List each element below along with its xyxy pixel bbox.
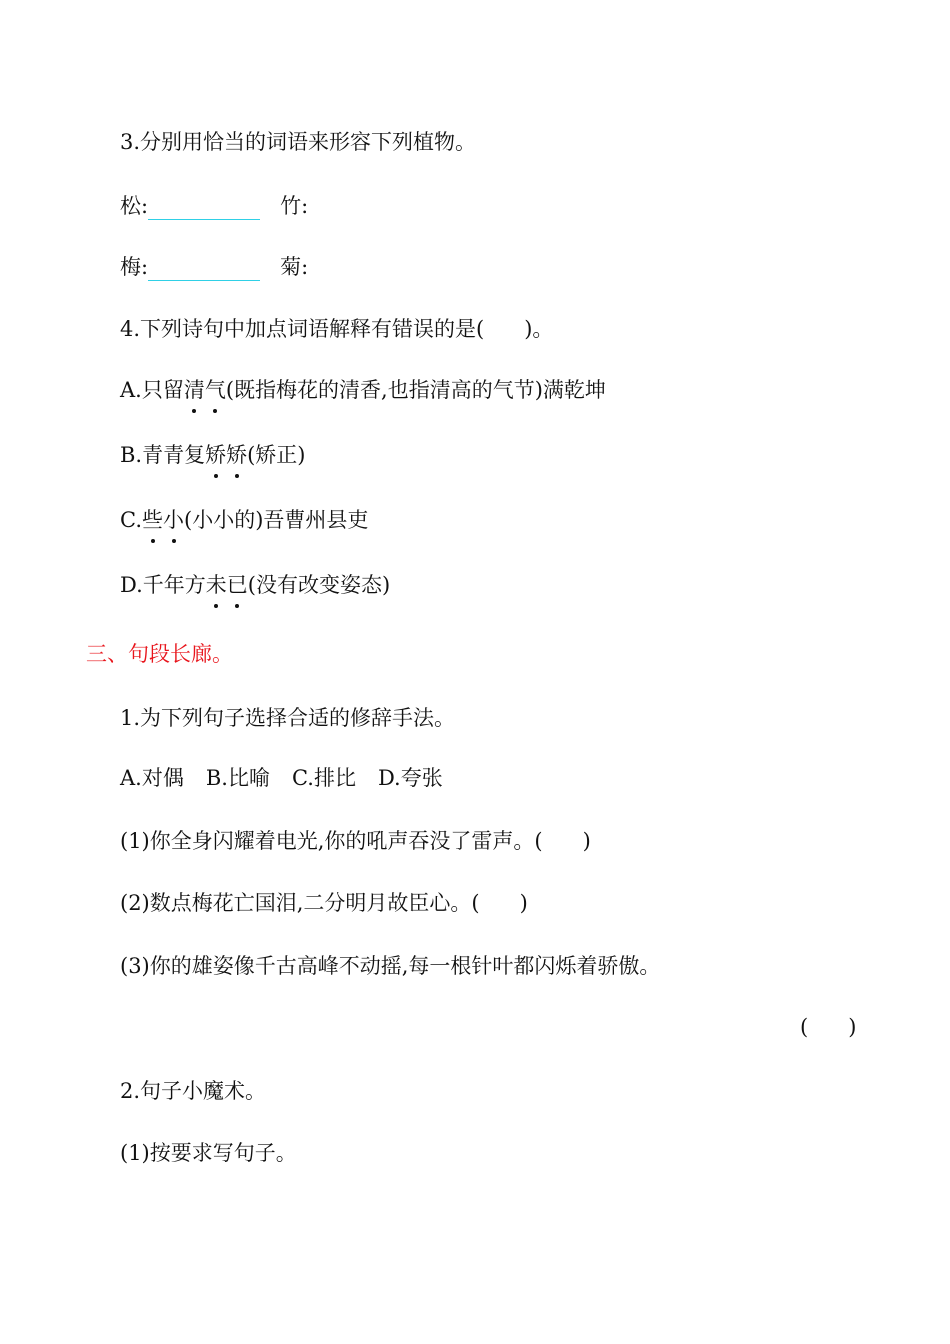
item-1-text: (1)你全身闪耀着电光,你的吼声吞没了雷声。( [120,829,543,853]
dotted-char: 矫 [226,443,248,467]
option-c-suffix: (小小的)吾曹州县吏 [184,508,369,532]
q3-title: 3.分别用恰当的词语来形容下列植物。 [120,130,477,154]
s3q1-title: 1.为下列句子选择合适的修辞手法。 [120,706,456,730]
dotted-char: 已 [226,573,248,597]
choice-c: C.排比 [291,766,356,790]
option-d-suffix: (没有改变姿态) [247,573,391,597]
plum-answer-blank[interactable] [148,258,260,281]
q3-row-2 [120,253,308,281]
q4-title [120,315,553,343]
item-3-open: ( [800,1015,809,1039]
s3q1-item-2 [120,889,528,917]
q4-option-c [120,506,368,534]
option-a-prefix: A.只留 [120,378,184,402]
rhetoric-choices [120,764,465,792]
item-3-close: ) [848,1015,857,1039]
choice-b: B.比喻 [205,766,270,790]
chrysanthemum-label: 菊: [280,255,309,279]
item-2-text: (2)数点梅花亡国泪,二分明月故臣心。( [120,891,480,915]
dotted-char: 清 [183,378,205,402]
option-a-suffix: (既指梅花的清香,也指清高的气节)满乾坤 [225,378,606,402]
pine-answer-blank[interactable] [148,197,260,220]
q4-title-prefix: 4.下列诗句中加点词语解释有错误的是( [120,317,485,341]
q4-option-a [120,376,606,404]
dotted-char: 矫 [205,443,227,467]
option-c-prefix: C. [120,508,142,532]
item-2-close: ) [519,891,528,915]
option-b-suffix: (矫正) [247,443,306,467]
section-3-heading: 三、句段长廊。 [86,642,233,666]
choice-a: A.对偶 [120,766,184,790]
s3q2-sub: (1)按要求写句子。 [120,1141,297,1165]
dotted-char: 气 [204,378,226,402]
s3q1-item-1 [120,827,591,855]
s3q1-item-3: (3)你的雄姿像千古高峰不动摇,每一根针叶都闪烁着骄傲。 [120,954,661,978]
q4-option-d [120,571,390,599]
item-3-answer [800,1013,856,1041]
choice-d: D.夸张 [377,766,443,790]
dotted-char: 小 [163,508,184,532]
pine-label: 松: [120,194,149,218]
plum-label: 梅: [120,255,149,279]
bamboo-label: 竹: [280,194,309,218]
q4-title-suffix: )。 [524,317,554,341]
q4-option-b [120,441,306,469]
option-d-prefix: D.千年方 [120,573,206,597]
dotted-char: 未 [205,573,227,597]
s3q2-title: 2.句子小魔术。 [120,1079,267,1103]
dotted-char: 些 [142,508,163,532]
item-1-close: ) [582,829,591,853]
q3-row-1 [120,192,308,220]
option-b-prefix: B.青青复 [120,443,206,467]
